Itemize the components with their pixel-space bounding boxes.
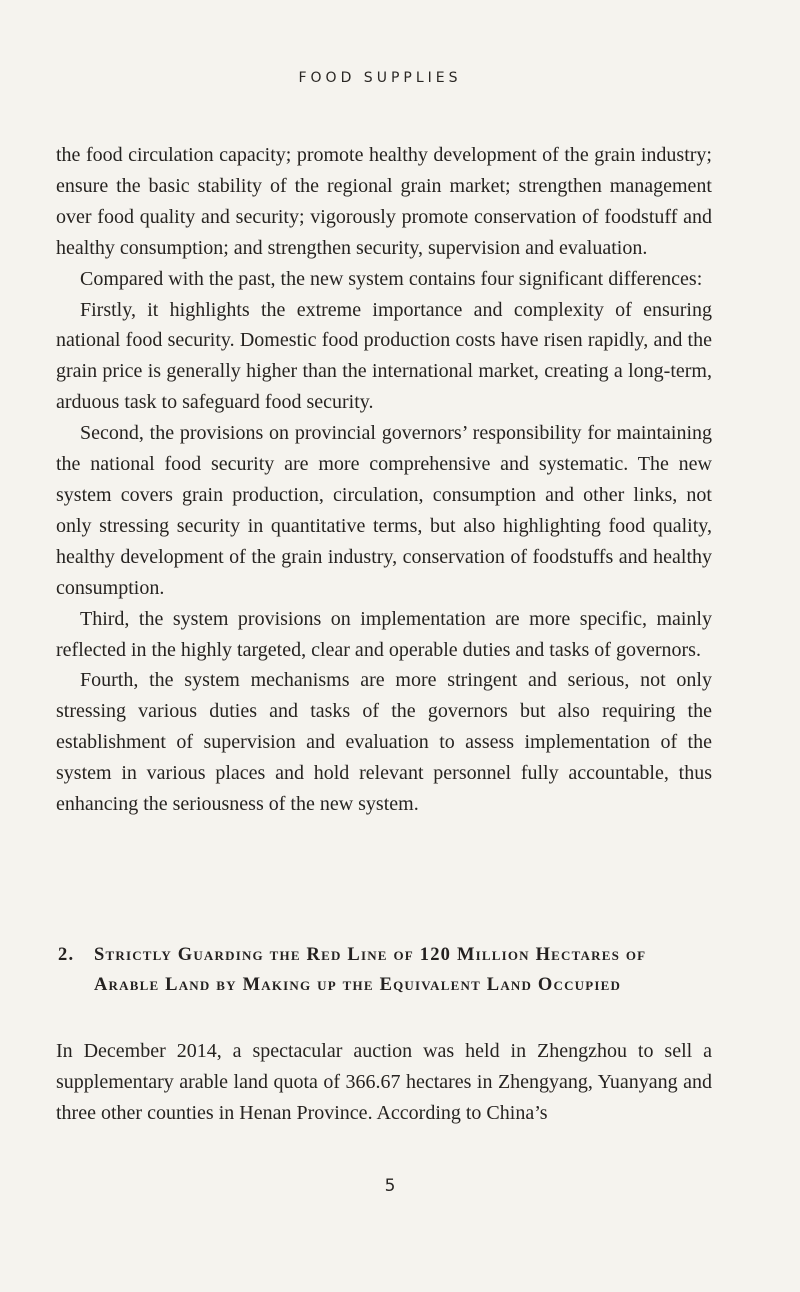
paragraph-third: Third, the system provisions on implementation are more specific, mainly reflected in the highly targeted, clear and operable duties and tasks of governors. [56, 607, 712, 661]
paragraph-second: Second, the provisions on provincial governors’ responsibility for maintaining the national food security are more comprehensive and systematic. The new system covers grain production, circulation, consumption and other links, not only stressing security in quantitative terms, but also highlighting food quality, healthy development of the grain industry, conservation of foodstuffs and healthy consumption. [56, 422, 712, 599]
section-heading [56, 940, 712, 1000]
paragraph-firstly: Firstly, it highlights the extreme importance and complexity of ensuring national food security. Domestic food production costs have risen rapidly, and the grain price is generally higher than the international market, creating a long-term, arduous task to safeguard food security. [56, 298, 712, 414]
page-number: 5 [384, 1176, 396, 1196]
paragraph-continuation: the food circulation capacity; promote healthy development of the grain industry; ensure the basic stability of the regional grain market; strengthen management over food quality and security; vigorously promote conservation of foodstuff and healthy consumption; and strengthen security, supervision and evaluation. [56, 144, 712, 259]
section-title: Strictly Guarding the Red Line of 120 Million Hectares of Arable Land by Making up the Equivalent Land Occupied [94, 945, 647, 995]
section-body [56, 1036, 712, 1129]
section-number: 2. [58, 945, 75, 965]
paragraph-fourth: Fourth, the system mechanisms are more stringent and serious, not only stressing various duties and tasks of the governors but also requiring the establishment of supervision and evaluation to assess implementation of the system in various places and hold relevant personnel fully accountable, thus enhancing the seriousness of the new system. [56, 669, 712, 816]
paragraph-differences-intro: Compared with the past, the new system contains four significant differences: [80, 267, 703, 290]
section-paragraph: In December 2014, a spectacular auction was held in Zhengzhou to sell a supplementary arable land quota of 366.67 hectares in Zhengyang, Yuanyang and three other counties in Henan Province. According to China’s [56, 1040, 712, 1124]
body-text [56, 140, 712, 820]
running-head: FOOD SUPPLIES [298, 70, 462, 86]
